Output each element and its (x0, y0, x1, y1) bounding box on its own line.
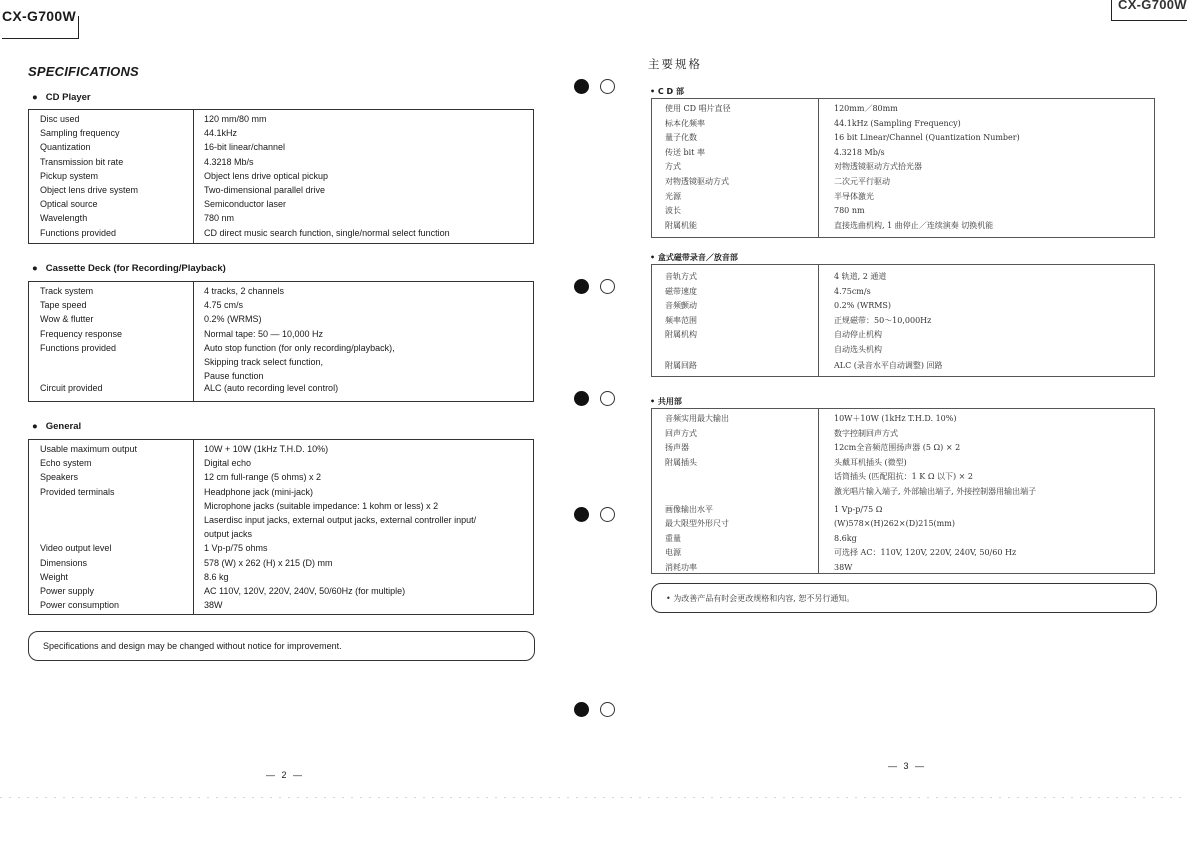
spec-label: 波长 (665, 206, 681, 216)
spec-value: (W)578×(H)262×(D)215(mm) (834, 519, 955, 529)
spec-label: 音轨方式 (665, 272, 697, 281)
cn-cd-heading: • C D 部 (650, 87, 684, 96)
general-spec-table (28, 439, 534, 615)
cn-cd-table (651, 98, 1155, 238)
spec-value: 12cm全音频范围扬声器 (5 Ω) × 2 (834, 443, 961, 453)
spec-label: Tape speed (40, 300, 87, 311)
cn-cassette-table (651, 264, 1155, 377)
english-notice-text: Specifications and design may be changed without notice for improvement. (43, 641, 342, 651)
spec-label: 光源 (665, 191, 681, 201)
spec-value: 16 bit Linear/Channel (Quantization Number) (834, 133, 1020, 143)
spec-value: 对物透镜驱动方式拾光器 (834, 162, 922, 172)
chinese-notice-box (651, 583, 1157, 613)
spec-value: 4.75 cm/s (204, 300, 244, 311)
spec-value: Object lens drive optical pickup (204, 170, 329, 181)
cn-general-table (651, 408, 1155, 574)
bullet-icon: ● (32, 421, 38, 432)
spec-value: ALC (auto recording level control) (204, 383, 339, 394)
corner-rule-right-bottom (1111, 20, 1187, 21)
scan-artifact-line (0, 797, 1187, 798)
spec-label: Sampling frequency (40, 128, 120, 139)
spec-value: Normal tape: 50 — 10,000 Hz (204, 328, 324, 339)
spec-value: 激光唱片输入端子, 外部输出端子, 外接控制器用输出端子 (834, 487, 1037, 496)
spec-label: Power consumption (40, 600, 120, 611)
spec-value: Pause function (204, 371, 264, 382)
spec-value: 4 轨道, 2 通道 (834, 272, 887, 281)
spec-value: 10W＋10W (1kHz T.H.D. 10%) (834, 414, 957, 423)
bullet-icon: ● (32, 92, 38, 103)
spec-value: 半导体激光 (834, 191, 874, 201)
spec-value: 4.3218 Mb/s (834, 147, 885, 157)
cassette-spec-table (28, 281, 534, 402)
spec-label: 画像输出水平 (665, 504, 713, 514)
spec-label: 电源 (665, 548, 681, 558)
cn-general-heading: • 共用部 (650, 397, 682, 406)
hole-ring-icon (600, 702, 615, 717)
spec-value: Digital echo (204, 458, 252, 469)
cn-cassette-heading: • 盒式磁带录音／放音部 (650, 253, 738, 262)
spec-value: Semiconductor laser (204, 199, 287, 210)
spec-value: 12 cm full-range (5 ohms) x 2 (204, 472, 322, 483)
spec-label: Transmission bit rate (40, 156, 124, 167)
spec-label: Disc used (40, 114, 80, 124)
spec-label: 扬声器 (665, 443, 689, 453)
spec-label: 重量 (665, 533, 681, 543)
spec-label: Video output level (40, 543, 112, 554)
hole-ring-icon (600, 391, 615, 406)
spec-label: Provided terminals (40, 486, 115, 497)
spec-label: Object lens drive system (40, 185, 139, 195)
spec-label: Quantization (40, 142, 91, 153)
spec-label: Wow & flutter (40, 314, 94, 325)
spec-value: 780 nm (204, 213, 235, 224)
model-number-left: CX-G700W (2, 8, 76, 24)
spec-label: Functions provided (40, 342, 117, 353)
binder-hole-3 (574, 391, 590, 407)
spec-value: 自动选头机构 (834, 345, 882, 354)
hole-dot-icon (574, 279, 589, 294)
spec-label: Functions provided (40, 227, 117, 238)
general-heading: ● General (32, 421, 82, 432)
spec-value: 正规磁带：50～10,000Hz (834, 315, 932, 325)
hole-ring-icon (600, 507, 615, 522)
spec-value: 自动停止机构 (834, 330, 882, 340)
spec-label: 使用 CD 唱片直径 (665, 104, 731, 113)
spec-value: 二次元平行驱动 (834, 177, 890, 186)
spec-value: Skipping track select function, (204, 357, 324, 367)
binder-hole-2 (574, 279, 590, 295)
spec-label: Echo system (40, 458, 92, 469)
binder-hole-4 (574, 507, 590, 523)
spec-label: 附属插头 (665, 457, 697, 467)
spec-label: Optical source (40, 199, 98, 210)
spec-label: Usable maximum output (40, 444, 138, 454)
spec-label: 频率范围 (665, 315, 697, 325)
spec-label: Track system (40, 286, 94, 296)
spec-value: 1 Vp-p/75 Ω (834, 504, 883, 514)
spec-value: 0.2% (WRMS) (834, 301, 892, 311)
spec-value: 1 Vp-p/75 ohms (204, 543, 268, 554)
spec-label: 对物透镜驱动方式 (665, 177, 729, 186)
spec-value: 4.75cm/s (834, 286, 871, 296)
spec-label: 音频实用最大输出 (665, 414, 729, 423)
spec-label: Pickup system (40, 170, 99, 181)
cd-player-heading: ● CD Player (32, 92, 91, 103)
spec-value: 578 (W) x 262 (H) x 215 (D) mm (204, 557, 333, 568)
spec-label: 方式 (665, 162, 681, 172)
spec-label: 附属回路 (665, 360, 697, 370)
spec-value: 4.3218 Mb/s (204, 156, 254, 167)
corner-rule-right (1111, 0, 1112, 20)
spec-label: 附属机能 (665, 220, 697, 230)
corner-rule-left-bottom (2, 38, 78, 39)
spec-value: output jacks (204, 529, 253, 540)
spec-label: 消耗功率 (665, 563, 697, 572)
spec-value: 数字控制回声方式 (834, 428, 898, 438)
spec-value: 直接选曲机构, 1 曲停止／连续演奏 切换机能 (834, 220, 994, 230)
spec-value: Two-dimensional parallel drive (204, 185, 326, 195)
spec-value: ALC (录音水平自动调整) 回路 (834, 360, 943, 370)
spec-label: 回声方式 (665, 428, 697, 438)
spec-value: Laserdisc input jacks, external output jacks, external controller input/ (204, 515, 477, 525)
spec-value: Auto stop function (for only recording/playback), (204, 342, 395, 353)
hole-dot-icon (574, 391, 589, 406)
spec-value: 话筒插头 (匹配阻抗：1 K Ω 以下) × 2 (834, 472, 973, 482)
binder-hole-1 (574, 79, 590, 95)
hole-ring-icon (600, 79, 615, 94)
corner-rule-left (78, 16, 79, 39)
spec-value: 0.2% (WRMS) (204, 314, 262, 325)
spec-value: 120 mm/80 mm (204, 114, 267, 124)
page-number-right: — 3 — (888, 761, 927, 771)
spec-value: Microphone jacks (suitable impedance: 1 kohm or less) x 2 (204, 500, 439, 511)
spec-value: 44.1kHz (204, 128, 238, 139)
english-notice-box (28, 631, 535, 661)
spec-value: 16-bit linear/channel (204, 142, 286, 153)
spec-label: Wavelength (40, 213, 88, 224)
spec-label: 量子化数 (665, 133, 697, 143)
binder-hole-5 (574, 702, 590, 718)
spec-value: AC 110V, 120V, 220V, 240V, 50/60Hz (for multiple) (204, 586, 406, 596)
cd-spec-table (28, 109, 534, 244)
specifications-title: SPECIFICATIONS (28, 64, 139, 79)
spec-label: 标本化频率 (665, 118, 705, 128)
spec-label: Weight (40, 571, 68, 582)
spec-label: 磁带速度 (665, 286, 697, 296)
spec-label: 传送 bit 率 (665, 147, 705, 157)
spec-value: 8.6kg (834, 533, 857, 543)
spec-label: Speakers (40, 472, 79, 483)
spec-label: Circuit provided (40, 383, 103, 394)
hole-ring-icon (600, 279, 615, 294)
spec-value: CD direct music search function, single/normal select function (204, 227, 450, 238)
cassette-deck-heading: ● Cassette Deck (for Recording/Playback) (32, 263, 226, 274)
spec-value: 头戴耳机插头 (微型) (834, 457, 907, 467)
spec-value: 可选择 AC：110V, 120V, 220V, 240V, 50/60 Hz (834, 548, 1017, 558)
spec-value: 10W + 10W (1kHz T.H.D. 10%) (204, 444, 329, 454)
spec-label: Power supply (40, 586, 95, 596)
chinese-title: 主要规格 (648, 57, 702, 71)
hole-dot-icon (574, 702, 589, 717)
bullet-icon: ● (32, 263, 38, 274)
spec-label: Dimensions (40, 557, 88, 568)
spec-value: 38W (834, 563, 853, 572)
page-number-left: — 2 — (266, 770, 305, 780)
chinese-notice-text: • 为改善产品有时会更改规格和内容, 恕不另行通知。 (666, 593, 855, 603)
spec-label: 附属机构 (665, 330, 697, 340)
model-number-right: CX-G700W (1118, 0, 1187, 12)
spec-label: 最大限型外形尺寸 (665, 519, 729, 529)
hole-dot-icon (574, 507, 589, 522)
spec-value: Headphone jack (mini-jack) (204, 486, 314, 497)
spec-value: 38W (204, 600, 223, 611)
spec-value: 8.6 kg (204, 571, 229, 582)
spec-label: Frequency response (40, 328, 123, 339)
spec-value: 44.1kHz (Sampling Frequency) (834, 118, 961, 128)
spec-value: 120mm／80mm (834, 104, 898, 113)
spec-label: 音频颤动 (665, 301, 697, 311)
spec-value: 780 nm (834, 206, 865, 216)
hole-dot-icon (574, 79, 589, 94)
spec-value: 4 tracks, 2 channels (204, 286, 285, 296)
